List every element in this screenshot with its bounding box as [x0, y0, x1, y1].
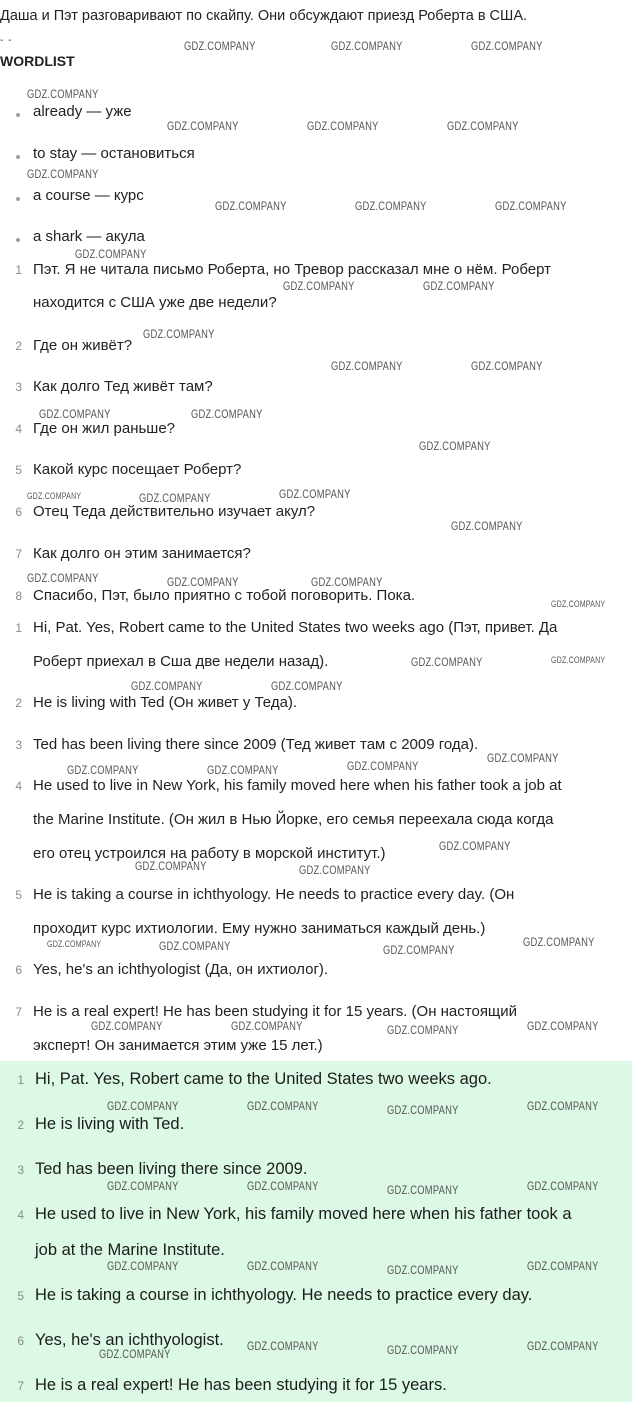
answer-text: the Marine Institute. (Он жил в Нью Йорке, его семья переехала сюда когда — [33, 811, 554, 828]
question-number: 1 — [15, 263, 22, 277]
wordlist-item: a course — курс — [33, 187, 144, 204]
watermark: GDZ.COMPANY — [91, 1019, 163, 1033]
watermark: GDZ.COMPANY — [387, 1023, 459, 1037]
answer-text: эксперт! Он занимается этим уже 15 лет.) — [33, 1037, 323, 1054]
wordlist-item: to stay — остановиться — [33, 145, 195, 162]
watermark: GDZ.COMPANY — [419, 439, 491, 453]
bullet-icon — [16, 197, 20, 201]
bullet-icon — [16, 155, 20, 159]
final-answer-number: 6 — [17, 1334, 24, 1348]
watermark: GDZ.COMPANY — [331, 359, 403, 373]
watermark: GDZ.COMPANY — [551, 599, 606, 609]
watermark: GDZ.COMPANY — [311, 575, 383, 589]
answer-number: 6 — [15, 963, 22, 977]
final-answer-number: 3 — [17, 1163, 24, 1177]
watermark: GDZ.COMPANY — [471, 39, 543, 53]
answer-text: Роберт приехал в Сша две недели назад). — [33, 653, 329, 670]
final-answer-text: Hi, Pat. Yes, Robert came to the United States two weeks ago. — [35, 1070, 492, 1088]
final-answer-text: Yes, he's an ichthyologist. — [35, 1331, 224, 1349]
watermark: GDZ.COMPANY — [387, 1343, 459, 1357]
watermark: GDZ.COMPANY — [523, 935, 595, 949]
watermark: GDZ.COMPANY — [67, 763, 139, 777]
watermark: GDZ.COMPANY — [355, 199, 427, 213]
bullet-icon — [16, 113, 20, 117]
answer-text: его отец устроился на работу в морской институт.) — [33, 845, 386, 862]
watermark: GDZ.COMPANY — [99, 1347, 171, 1361]
watermark: GDZ.COMPANY — [423, 279, 495, 293]
final-answer-text: Ted has been living there since 2009. — [35, 1160, 308, 1178]
final-answer-number: 7 — [17, 1379, 24, 1393]
watermark: GDZ.COMPANY — [139, 491, 211, 505]
watermark: GDZ.COMPANY — [184, 39, 256, 53]
watermark: GDZ.COMPANY — [551, 655, 606, 665]
question-number: 5 — [15, 463, 22, 477]
final-answer-text: He is a real expert! He has been studying it for 15 years. — [35, 1376, 447, 1394]
watermark: GDZ.COMPANY — [447, 119, 519, 133]
answer-number: 2 — [15, 696, 22, 710]
question-number: 4 — [15, 422, 22, 436]
final-answer-number: 4 — [17, 1208, 24, 1222]
watermark: GDZ.COMPANY — [271, 679, 343, 693]
watermark: GDZ.COMPANY — [387, 1103, 459, 1117]
watermark: GDZ.COMPANY — [411, 655, 483, 669]
answer-number: 7 — [15, 1005, 22, 1019]
watermark: GDZ.COMPANY — [143, 327, 215, 341]
question-text: Пэт. Я не читала письмо Роберта, но Тревор рассказал мне о нём. Роберт — [33, 261, 551, 278]
watermark: GDZ.COMPANY — [47, 939, 102, 949]
final-answer-number: 1 — [17, 1073, 24, 1087]
answer-text: He is taking a course in ichthyology. He needs to practice every day. (Он — [33, 886, 515, 903]
intro-text: Даша и Пэт разговаривают по скайпу. Они обсуждают приезд Роберта в США. — [0, 8, 528, 24]
separator-dashes: - - — [0, 35, 13, 46]
question-text: Где он живёт? — [33, 337, 133, 354]
watermark: GDZ.COMPANY — [347, 759, 419, 773]
wordlist-item: a shark — акула — [33, 228, 145, 245]
watermark: GDZ.COMPANY — [167, 119, 239, 133]
question-number: 2 — [15, 339, 22, 353]
bullet-icon — [16, 238, 20, 242]
answer-text: проходит курс ихтиологии. Ему нужно заниматься каждый день.) — [33, 920, 486, 937]
question-number: 8 — [15, 589, 22, 603]
answer-text: Ted has been living there since 2009 (Тед живет там с 2009 года). — [33, 736, 479, 753]
watermark: GDZ.COMPANY — [527, 1099, 599, 1113]
watermark: GDZ.COMPANY — [107, 1099, 179, 1113]
final-answer-number: 2 — [17, 1118, 24, 1132]
final-answer-text: job at the Marine Institute. — [35, 1241, 225, 1259]
watermark: GDZ.COMPANY — [215, 199, 287, 213]
answer-text: He is living with Ted (Он живет у Теда). — [33, 694, 298, 711]
answer-text: Hi, Pat. Yes, Robert came to the United States two weeks ago (Пэт, привет. Да — [33, 619, 558, 636]
watermark: GDZ.COMPANY — [439, 839, 511, 853]
question-text: Как долго Тед живёт там? — [33, 378, 213, 395]
watermark: GDZ.COMPANY — [39, 407, 111, 421]
final-answer-text: He is taking a course in ichthyology. He needs to practice every day. — [35, 1286, 533, 1304]
watermark: GDZ.COMPANY — [75, 247, 147, 261]
watermark: GDZ.COMPANY — [331, 39, 403, 53]
watermark: GDZ.COMPANY — [27, 87, 99, 101]
answer-text: He used to live in New York, his family moved here when his father took a job at — [33, 777, 562, 794]
final-answer-text: He is living with Ted. — [35, 1115, 185, 1133]
question-text: Спасибо, Пэт, было приятно с тобой поговорить. Пока. — [33, 587, 416, 604]
watermark: GDZ.COMPANY — [247, 1099, 319, 1113]
watermark: GDZ.COMPANY — [299, 863, 371, 877]
watermark: GDZ.COMPANY — [107, 1179, 179, 1193]
watermark: GDZ.COMPANY — [247, 1179, 319, 1193]
question-number: 3 — [15, 380, 22, 394]
question-text: Где он жил раньше? — [33, 420, 176, 437]
watermark: GDZ.COMPANY — [247, 1259, 319, 1273]
wordlist-item: already — уже — [33, 103, 132, 120]
watermark: GDZ.COMPANY — [27, 167, 99, 181]
watermark: GDZ.COMPANY — [27, 571, 99, 585]
watermark: GDZ.COMPANY — [27, 491, 82, 501]
answer-number: 4 — [15, 779, 22, 793]
question-number: 6 — [15, 505, 22, 519]
watermark: GDZ.COMPANY — [131, 679, 203, 693]
question-text: Какой курс посещает Роберт? — [33, 461, 242, 478]
watermark: GDZ.COMPANY — [107, 1259, 179, 1273]
answer-number: 1 — [15, 621, 22, 635]
answer-number: 3 — [15, 738, 22, 752]
final-answer-number: 5 — [17, 1289, 24, 1303]
watermark: GDZ.COMPANY — [279, 487, 351, 501]
question-text: находится с США уже две недели? — [33, 294, 277, 311]
watermark: GDZ.COMPANY — [307, 119, 379, 133]
question-text: Как долго он этим занимается? — [33, 545, 251, 562]
watermark: GDZ.COMPANY — [191, 407, 263, 421]
watermark: GDZ.COMPANY — [527, 1339, 599, 1353]
watermark: GDZ.COMPANY — [495, 199, 567, 213]
watermark: GDZ.COMPANY — [167, 575, 239, 589]
watermark: GDZ.COMPANY — [207, 763, 279, 777]
watermark: GDZ.COMPANY — [471, 359, 543, 373]
watermark: GDZ.COMPANY — [387, 1263, 459, 1277]
question-text: Отец Теда действительно изучает акул? — [33, 503, 316, 520]
watermark: GDZ.COMPANY — [159, 939, 231, 953]
watermark: GDZ.COMPANY — [451, 519, 523, 533]
watermark: GDZ.COMPANY — [135, 859, 207, 873]
watermark: GDZ.COMPANY — [383, 943, 455, 957]
watermark: GDZ.COMPANY — [527, 1259, 599, 1273]
watermark: GDZ.COMPANY — [387, 1183, 459, 1197]
watermark: GDZ.COMPANY — [527, 1179, 599, 1193]
watermark: GDZ.COMPANY — [283, 279, 355, 293]
watermark: GDZ.COMPANY — [487, 751, 559, 765]
watermark: GDZ.COMPANY — [247, 1339, 319, 1353]
question-number: 7 — [15, 547, 22, 561]
answer-text: Yes, he's an ichthyologist (Да, он ихтиолог). — [33, 961, 329, 978]
answer-number: 5 — [15, 888, 22, 902]
watermark: GDZ.COMPANY — [231, 1019, 303, 1033]
wordlist-title: WORDLIST — [0, 53, 75, 69]
answer-text: He is a real expert! He has been studying it for 15 years. (Он настоящий — [33, 1003, 518, 1020]
final-answer-text: He used to live in New York, his family moved here when his father took a — [35, 1205, 572, 1223]
watermark: GDZ.COMPANY — [527, 1019, 599, 1033]
